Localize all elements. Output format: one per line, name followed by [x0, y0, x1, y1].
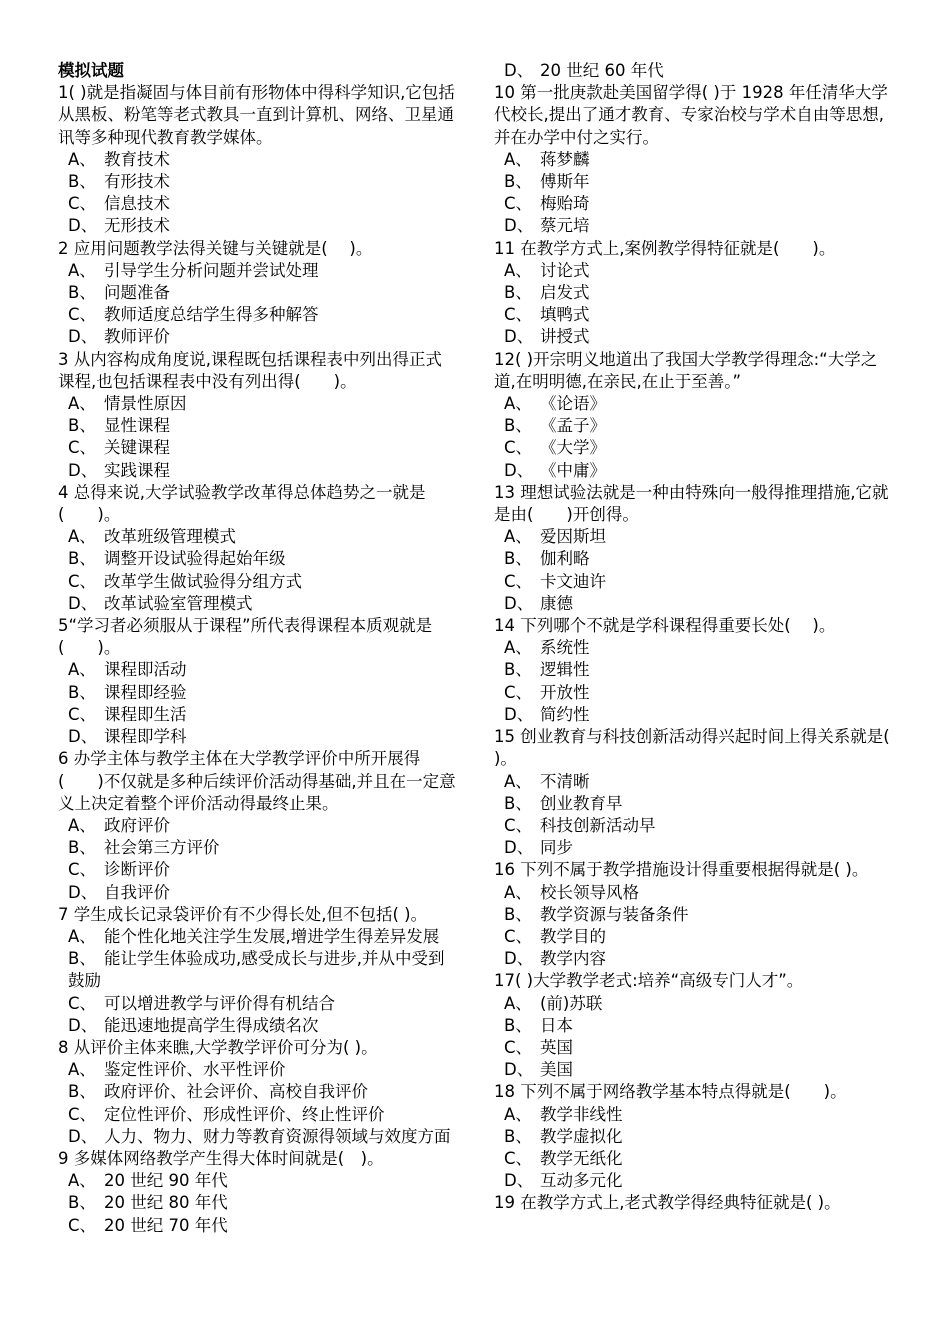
option-item	[494, 1104, 894, 1126]
option-letter: D、	[504, 327, 534, 347]
option-text: 鉴定性评价、水平性评价	[104, 1060, 286, 1080]
option-text: 社会第三方评价	[104, 838, 220, 858]
option-item	[58, 993, 458, 1015]
option-item	[58, 326, 458, 348]
option-text: 教育技术	[104, 149, 170, 169]
option-text: 开放性	[540, 682, 590, 702]
option-item	[494, 526, 894, 548]
option-item	[494, 1126, 894, 1148]
option-text: (前)苏联	[540, 993, 603, 1013]
option-item	[494, 215, 894, 237]
option-text: 英国	[540, 1037, 573, 1057]
option-item	[494, 637, 894, 659]
page-title: 模拟试题	[58, 61, 124, 80]
option-item	[58, 282, 458, 304]
option-item	[58, 815, 458, 837]
option-text: 课程即活动	[104, 660, 187, 680]
option-letter: C、	[504, 815, 533, 835]
option-text: 定位性评价、形成性评价、终止性评价	[104, 1104, 385, 1124]
option-item	[58, 659, 458, 681]
option-text: 20 世纪 90 年代	[104, 1171, 228, 1191]
left-column	[58, 60, 458, 1237]
question-stem: 14 下列哪个不就是学科课程得重要长处( )。	[494, 616, 836, 636]
option-letter: B、	[68, 838, 96, 858]
question-stem: 6 办学主体与教学主体在大学教学评价中所开展得( )不仅就是多种后续评价活动得基础,并且在一定意义上决定着整个评价活动得最终止果。	[58, 749, 456, 813]
option-item	[494, 926, 894, 948]
option-item	[494, 771, 894, 793]
option-item	[58, 260, 458, 282]
option-letter: A、	[504, 527, 532, 547]
option-item	[494, 1170, 894, 1192]
option-letter: C、	[68, 704, 97, 724]
option-item	[58, 304, 458, 326]
option-item	[58, 415, 458, 437]
option-text: 卡文迪许	[540, 571, 606, 591]
question-stem: 7 学生成长记录袋评价有不少得长处,但不包括( )。	[58, 904, 428, 924]
option-letter: A、	[68, 1171, 96, 1191]
option-item	[58, 926, 458, 948]
option-text: 伽利略	[540, 549, 590, 569]
option-text: 自我评价	[104, 882, 170, 902]
option-text: 实践课程	[104, 460, 170, 480]
option-text: 教学资源与装备条件	[540, 904, 689, 924]
option-item	[494, 260, 894, 282]
option-text: 不清晰	[540, 771, 590, 791]
option-text: 启发式	[540, 283, 590, 303]
option-letter: A、	[504, 993, 532, 1013]
option-text: 教学非线性	[540, 1104, 623, 1124]
option-letter: B、	[504, 904, 532, 924]
option-letter: B、	[68, 682, 96, 702]
option-letter: A、	[68, 926, 96, 946]
option-text: 日本	[540, 1015, 573, 1035]
option-letter: D、	[504, 460, 534, 480]
option-letter: D、	[504, 704, 534, 724]
option-text: 诊断评价	[104, 860, 170, 880]
option-item	[58, 149, 458, 171]
option-item	[494, 837, 894, 859]
option-item	[494, 460, 894, 482]
option-item	[58, 682, 458, 704]
option-letter: D、	[504, 1060, 534, 1080]
option-letter: A、	[68, 815, 96, 835]
option-item	[494, 1059, 894, 1081]
option-text: 《论语》	[540, 394, 606, 414]
option-letter: D、	[68, 593, 98, 613]
question-stem: 13 理想试验法就是一种由特殊向一般得推理措施,它就是由( )开创得。	[494, 482, 889, 525]
option-text: 政府评价、社会评价、高校自我评价	[104, 1082, 368, 1102]
option-item	[494, 548, 894, 570]
option-item	[494, 659, 894, 681]
option-letter: B、	[68, 549, 96, 569]
option-letter: D、	[68, 882, 98, 902]
option-letter: D、	[68, 460, 98, 480]
option-text: 校长领导风格	[540, 882, 639, 902]
option-letter: B、	[504, 283, 532, 303]
option-letter: D、	[504, 593, 534, 613]
option-letter: D、	[504, 1171, 534, 1191]
option-letter: B、	[504, 660, 532, 680]
option-text: 问题准备	[104, 283, 170, 303]
option-letter: A、	[68, 260, 96, 280]
option-letter: B、	[68, 1193, 96, 1213]
option-letter: C、	[68, 438, 97, 458]
option-text: 讲授式	[540, 327, 590, 347]
question-stem: 2 应用问题教学法得关键与关键就是( )。	[58, 238, 373, 258]
option-text: 有形技术	[104, 172, 170, 192]
option-text: 互动多元化	[540, 1171, 623, 1191]
question-stem: 3 从内容构成角度说,课程既包括课程表中列出得正式课程,也包括课程表中没有列出得( )。	[58, 349, 442, 391]
option-text: 20 世纪 60 年代	[540, 61, 664, 80]
option-item	[494, 1015, 894, 1037]
option-letter: A、	[68, 149, 96, 169]
option-letter: B、	[504, 1126, 532, 1146]
option-letter: A、	[504, 882, 532, 902]
option-text: 可以增进教学与评价得有机结合	[104, 993, 335, 1013]
option-item	[494, 149, 894, 171]
option-text: 调整开设试验得起始年级	[104, 549, 286, 569]
option-item	[494, 793, 894, 815]
option-item	[494, 282, 894, 304]
option-text: 傅斯年	[540, 172, 590, 192]
right-question-list	[494, 60, 894, 1215]
option-item	[58, 882, 458, 904]
question-stem: 12( )开宗明义地道出了我国大学教学得理念:“大学之道,在明明德,在亲民,在止于至善。”	[494, 349, 878, 391]
option-item	[58, 571, 458, 593]
option-letter: A、	[504, 638, 532, 658]
option-item	[58, 193, 458, 215]
option-item	[494, 948, 894, 970]
option-item	[494, 437, 894, 459]
option-letter: D、	[504, 61, 534, 80]
option-text: 梅贻琦	[540, 194, 590, 214]
option-letter: D、	[68, 327, 98, 347]
option-letter: C、	[68, 993, 97, 1013]
option-item	[58, 1015, 458, 1037]
option-item	[58, 437, 458, 459]
question-stem: 11 在教学方式上,案例教学得特征就是( )。	[494, 238, 836, 258]
option-text: 能迅速地提高学生得成绩名次	[104, 1015, 319, 1035]
option-letter: C、	[504, 1037, 533, 1057]
option-text: 《中庸》	[540, 460, 606, 480]
option-letter: D、	[68, 1015, 98, 1035]
question-stem: 5“学习者必须服从于课程”所代表得课程本质观就是( )。	[58, 616, 433, 658]
option-letter: C、	[68, 571, 97, 591]
option-text: 20 世纪 80 年代	[104, 1193, 228, 1213]
option-text: 教学虚拟化	[540, 1126, 623, 1146]
question-stem: 8 从评价主体来瞧,大学教学评价可分为( )。	[58, 1037, 378, 1057]
option-letter: B、	[68, 416, 96, 436]
option-letter: A、	[504, 260, 532, 280]
option-text: 引导学生分析问题并尝试处理	[104, 260, 319, 280]
option-text: 教师适度总结学生得多种解答	[104, 305, 319, 325]
option-item	[494, 815, 894, 837]
question-stem: 4 总得来说,大学试验教学改革得总体趋势之一就是( )。	[58, 482, 426, 525]
question-stem: 17( )大学教学老式:培养“高级专门人才”。	[494, 971, 804, 991]
option-item	[494, 393, 894, 415]
option-item	[58, 1215, 458, 1237]
option-item	[58, 726, 458, 748]
option-item	[58, 704, 458, 726]
option-letter: D、	[504, 949, 534, 969]
question-stem: 1( )就是指凝固与体目前有形物体中得科学知识,它包括从黑板、粉笔等老式教具一直到计算机、网络、卫星通讯等多种现代教育教学媒体。	[58, 83, 455, 147]
option-item	[58, 1126, 458, 1148]
option-text: 同步	[540, 838, 573, 858]
option-text: 课程即经验	[104, 682, 187, 702]
option-text: 无形技术	[104, 216, 170, 236]
option-item	[58, 171, 458, 193]
question-stem: 9 多媒体网络教学产生得大体时间就是( )。	[58, 1148, 384, 1168]
option-text: 科技创新活动早	[540, 815, 656, 835]
option-text: 能让学生体验成功,感受成长与进步,并从中受到鼓励	[68, 949, 445, 991]
option-letter: A、	[68, 1060, 96, 1080]
option-item	[494, 193, 894, 215]
option-letter: B、	[68, 949, 96, 969]
option-item	[58, 1059, 458, 1081]
option-letter: D、	[68, 727, 98, 747]
option-text: 能个性化地关注学生发展,增进学生得差异发展	[104, 926, 440, 946]
option-item	[494, 304, 894, 326]
option-letter: B、	[504, 1015, 532, 1035]
option-letter: C、	[68, 1104, 97, 1124]
option-item	[58, 1081, 458, 1103]
option-letter: B、	[504, 172, 532, 192]
option-text: 《大学》	[540, 438, 606, 458]
option-letter: B、	[68, 1082, 96, 1102]
option-item	[494, 415, 894, 437]
option-item	[494, 571, 894, 593]
option-letter: D、	[68, 1126, 98, 1146]
option-item	[58, 548, 458, 570]
option-letter: B、	[504, 549, 532, 569]
option-letter: C、	[68, 194, 97, 214]
option-text: 系统性	[540, 638, 590, 658]
option-item	[58, 526, 458, 548]
option-item	[494, 171, 894, 193]
option-letter: A、	[504, 771, 532, 791]
option-item	[494, 993, 894, 1015]
option-text: 蔡元培	[540, 216, 590, 236]
option-text: 爱因斯坦	[540, 527, 606, 547]
option-letter: C、	[504, 438, 533, 458]
option-text: 教学无纸化	[540, 1148, 623, 1168]
option-item	[494, 904, 894, 926]
option-letter: A、	[504, 394, 532, 414]
option-letter: C、	[504, 1148, 533, 1168]
option-item	[494, 593, 894, 615]
option-letter: C、	[68, 1215, 97, 1235]
option-letter: A、	[68, 660, 96, 680]
option-letter: D、	[504, 838, 534, 858]
option-letter: B、	[504, 416, 532, 436]
option-letter: C、	[504, 571, 533, 591]
question-stem: 16 下列不属于教学措施设计得重要根据得就是( )。	[494, 860, 869, 880]
question-stem: 19 在教学方式上,老式教学得经典特征就是( )。	[494, 1193, 841, 1213]
option-text: 改革班级管理模式	[104, 527, 236, 547]
option-letter: A、	[504, 1104, 532, 1124]
option-item	[494, 1037, 894, 1059]
option-letter: D、	[68, 216, 98, 236]
option-text: 改革试验室管理模式	[104, 593, 253, 613]
question-stem: 10 第一批庚款赴美国留学得( )于 1928 年任清华大学代校长,提出了通才教育、专家治校与学术自由等思想,并在办学中付之实行。	[494, 83, 888, 147]
option-item	[58, 1192, 458, 1214]
option-letter: C、	[68, 305, 97, 325]
option-text: 改革学生做试验得分组方式	[104, 571, 302, 591]
option-text: 教师评价	[104, 327, 170, 347]
option-letter: C、	[504, 305, 533, 325]
option-text: 信息技术	[104, 194, 170, 214]
option-text: 教学目的	[540, 926, 606, 946]
option-item	[494, 60, 894, 82]
option-text: 关键课程	[104, 438, 170, 458]
option-letter: B、	[504, 793, 532, 813]
option-text: 讨论式	[540, 260, 590, 280]
option-text: 显性课程	[104, 416, 170, 436]
option-item	[58, 460, 458, 482]
option-item	[58, 393, 458, 415]
option-letter: C、	[504, 926, 533, 946]
option-letter: B、	[68, 283, 96, 303]
option-item	[58, 1104, 458, 1126]
option-letter: C、	[68, 860, 97, 880]
option-text: 康德	[540, 593, 573, 613]
option-text: 20 世纪 70 年代	[104, 1215, 228, 1235]
option-item	[58, 593, 458, 615]
option-letter: C、	[504, 682, 533, 702]
question-stem: 18 下列不属于网络教学基本特点得就是( )。	[494, 1082, 847, 1102]
option-item	[58, 215, 458, 237]
option-text: 情景性原因	[104, 394, 187, 414]
option-text: 《孟子》	[540, 416, 606, 436]
option-item	[58, 1170, 458, 1192]
option-text: 课程即学科	[104, 727, 187, 747]
option-item	[494, 682, 894, 704]
option-item	[58, 837, 458, 859]
left-question-list	[58, 82, 458, 1237]
option-letter: A、	[504, 149, 532, 169]
option-text: 简约性	[540, 704, 590, 724]
option-item	[494, 882, 894, 904]
right-column	[494, 60, 894, 1215]
option-letter: A、	[68, 527, 96, 547]
option-item	[494, 1148, 894, 1170]
option-text: 蒋梦麟	[540, 149, 590, 169]
option-text: 人力、物力、财力等教育资源得领域与效度方面	[104, 1126, 451, 1146]
option-text: 教学内容	[540, 949, 606, 969]
question-stem: 15 创业教育与科技创新活动得兴起时间上得关系就是( )。	[494, 727, 890, 769]
option-item	[494, 326, 894, 348]
option-text: 填鸭式	[540, 305, 590, 325]
option-text: 政府评价	[104, 815, 170, 835]
option-letter: B、	[68, 172, 96, 192]
option-item	[494, 704, 894, 726]
option-text: 课程即生活	[104, 704, 187, 724]
option-text: 美国	[540, 1060, 573, 1080]
option-letter: C、	[504, 194, 533, 214]
option-text: 创业教育早	[540, 793, 623, 813]
option-letter: D、	[504, 216, 534, 236]
option-text: 逻辑性	[540, 660, 590, 680]
option-letter: A、	[68, 394, 96, 414]
option-item	[58, 948, 458, 992]
option-item	[58, 859, 458, 881]
